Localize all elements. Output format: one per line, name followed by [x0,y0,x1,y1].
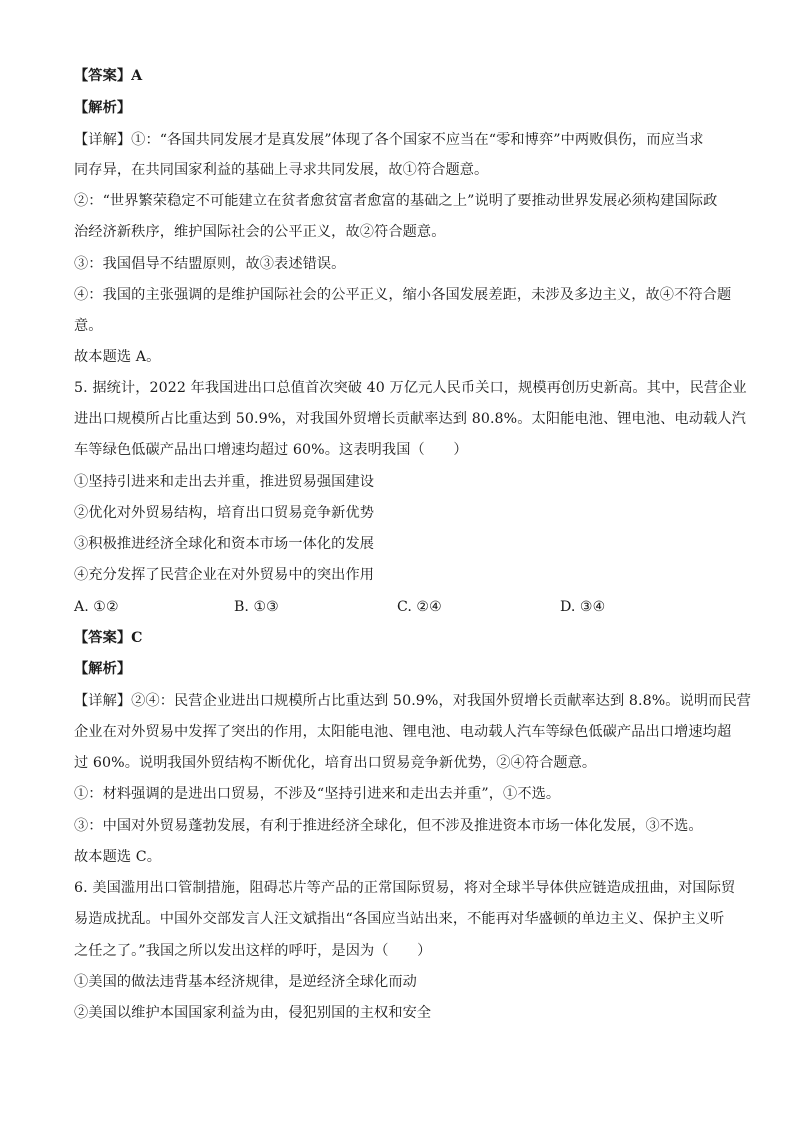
q5-detail-line: ③：中国对外贸易蓬勃发展，有利于推进经济全球化，但不涉及推进资本市场一体化发展，③不选。 [74,818,703,834]
q5-stem-line: 车等绿色低碳产品出口增速均超过 60%。这表明我国（ ） [74,442,468,458]
q6-stem-line: 之任之了。”我国之所以发出这样的呼吁，是因为（ ） [74,943,432,959]
q5-detail-line: 过 60%。说明我国外贸结构不断优化，培育出口贸易竞争新优势，②④符合题意。 [74,755,597,771]
q5-conclusion: 故本题选 C。 [74,849,162,865]
q4-detail-line: 同存异，在共同国家利益的基础上寻求共同发展，故①符合题意。 [74,162,489,178]
q5-statement: ②优化对外贸易结构，培育出口贸易竞争新优势 [74,505,375,521]
q6-statement: ②美国以维护本国国家利益为由，侵犯别国的主权和安全 [74,1005,432,1021]
q5-statement: ①坚持引进来和走出去并重，推进贸易强国建设 [74,474,375,490]
q5-detail-line: 【详解】②④：民营企业进出口规模所占比重达到 50.9%，对我国外贸增长贡献率达到 8.8%。说明而民营 [74,693,752,709]
q4-detail-line: ④：我国的主张强调的是维护国际社会的公平正义，缩小各国发展差距，未涉及多边主义，故④不符合题 [74,287,732,303]
q4-detail-line: 治经济新秩序，维护国际社会的公平正义，故②符合题意。 [74,224,446,240]
q4-detail-line: ②：“世界繁荣稳定不可能建立在贫者愈贫富者愈富的基础之上”说明了要推动世界发展必须构建国际政 [74,193,718,209]
q4-analysis-label: 【解析】 [74,100,132,116]
q6-statement: ①美国的做法违背基本经济规律，是逆经济全球化而动 [74,974,417,990]
q5-stem-line: 5. 据统计，2022 年我国进出口总值首次突破 40 万亿元人民币关口，规模再创历史新高。其中，民营企业 [74,380,747,396]
q5-option-c: C. ②④ [397,599,442,615]
q6-stem-line: 6. 美国滥用出口管制措施，阻碍芯片等产品的正常国际贸易，将对全球半导体供应链造成扭曲，对国际贸 [74,880,736,896]
q5-answer-label: 【答案】C [74,630,143,646]
q4-conclusion: 故本题选 A。 [74,349,161,365]
q4-detail-line: 意。 [74,318,103,334]
q5-analysis-label: 【解析】 [74,661,132,677]
q4-detail-line: ③：我国倡导不结盟原则，故③表述错误。 [74,256,346,272]
q5-option-a: A. ①② [74,599,119,615]
q5-statement: ③积极推进经济全球化和资本市场一体化的发展 [74,536,375,552]
q6-stem-line: 易造成扰乱。中国外交部发言人汪文斌指出“各国应当站出来，不能再对华盛顿的单边主义、保护主义听 [74,911,725,927]
q5-statement: ④充分发挥了民营企业在对外贸易中的突出作用 [74,567,375,583]
q5-detail-line: 企业在对外贸易中发挥了突出的作用，太阳能电池、锂电池、电动载人汽车等绿色低碳产品出口增速均超 [74,724,732,740]
q5-stem-line: 进出口规模所占比重达到 50.9%，对我国外贸增长贡献率达到 80.8%。太阳能电池、锂电池、电动载人汽 [74,411,746,427]
q5-detail-line: ①：材料强调的是进出口贸易，不涉及“坚持引进来和走出去并重”，①不选。 [74,786,561,802]
q4-detail-line: 【详解】①：“各国共同发展才是真发展”体现了各个国家不应当在“零和博弈”中两败俱伤，而应当求 [74,132,704,148]
q4-answer-label: 【答案】A [74,68,143,84]
q5-option-d: D. ③④ [560,599,606,615]
q5-option-b: B. ①③ [234,599,279,615]
